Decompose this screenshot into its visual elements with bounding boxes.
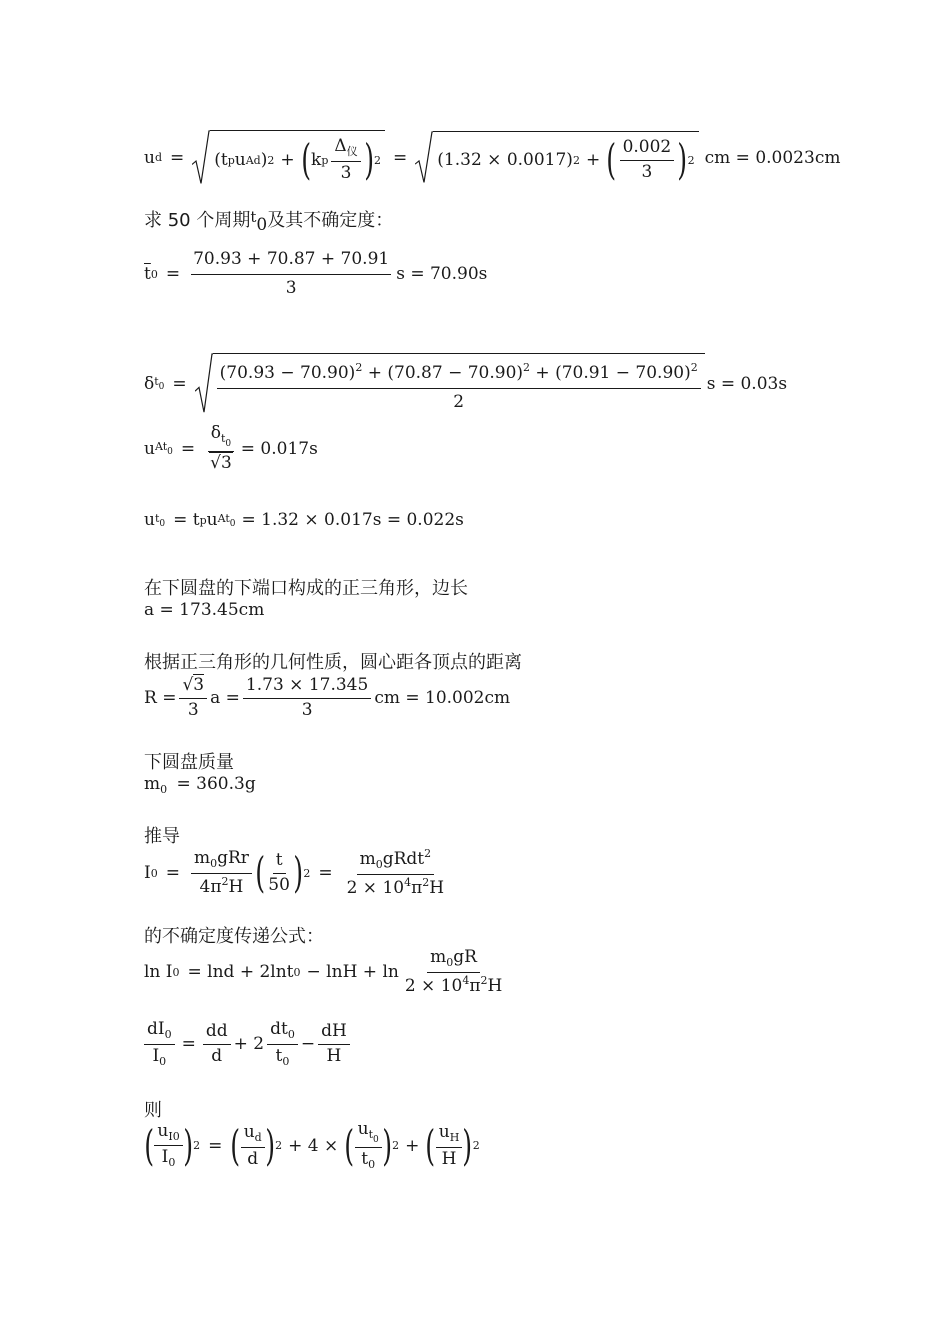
- t0-heading: 求 50 个周期$^t_0$及其不确定度：: [144, 208, 394, 235]
- ud-equation: u d = (t p u Ad ) 2 + ( k p $\frac{\Delta_仪}{3}$ ) 2 = (1.32 × 0.0017) 2 + ( $\frac{0.002}{3}$ ) 2 cm = 0.0023cm: [144, 130, 840, 185]
- mass-equation: $m_0 = 360.3g$: [144, 774, 256, 796]
- side-length: a = 173.45cm: [144, 600, 265, 620]
- ln-equation: ln I 0 = lnd + 2lnt 0 − lnH + ln $\frac{m_0gR}{2 \times 10^4\pi^2H}$: [144, 947, 503, 996]
- delta-t0-equation: δ $t_0$ = $\frac{(70.93 - 70.90)^2 + (70.87 - 70.90)^2 + (70.91 - 70.90)^2}{2}$ s = 0.03s: [144, 353, 787, 414]
- uA-t0-equation: u $At_0$ = $\frac{\delta_{t_0}}{√3}$ = 0.017s: [144, 423, 318, 474]
- geometry-paragraph: 根据正三角形的几何性质，圆心距各顶点的距离: [144, 652, 522, 673]
- then-paragraph: 则: [144, 1100, 162, 1121]
- mass-paragraph: 下圆盘质量: [144, 752, 234, 773]
- differential-equation: $\frac{dI_0}{I_0}$ = $\frac{dd}{d}$ + 2 $\frac{dt_0}{t_0}$ − $\frac{dH}{H}$: [144, 1020, 353, 1068]
- delta-instrument-fraction: $\frac{\Delta_仪}{3}$: [331, 137, 360, 183]
- I0-equation: I 0 = $\frac{m_0gRr}{4\pi^2H}$ ( $\frac{t}{50}$ ) 2 = $\frac{m_0gRdt^2}{2 \times 10^4\pi^2H}$: [144, 847, 445, 898]
- radius-equation: R = $\frac{√3}{3}$ a = $\frac{1.73 \times 17.345}{3}$ cm = 10.002cm: [144, 675, 511, 720]
- t0-mean-equation: $\overline{t}$ 0 = $\frac{70.93 + 70.87 + 70.91}{3}$ s = 70.90s: [144, 249, 488, 298]
- sqrt-ud-numeric: (1.32 × 0.0017) 2 + ( $\frac{0.002}{3}$ ) 2: [415, 131, 698, 184]
- sqrt-delta-t0: $\frac{(70.93 - 70.90)^2 + (70.87 - 70.90)^2 + (70.91 - 70.90)^2}{2}$: [195, 353, 705, 414]
- sqrt-ud-symbolic: (t p u Ad ) 2 + ( k p $\frac{\Delta_仪}{3}$ ) 2: [192, 130, 385, 185]
- derivation-paragraph: 推导: [144, 826, 180, 847]
- final-uncertainty-equation: ( $\frac{u_{I0}}{I_0}$ ) 2 = ( $\frac{u_d}{d}$ ) 2 + 4 × ( $\frac{u_{t_0}}{t_0}$ ) 2 + ( $\frac{u_H}{H}$ ) 2: [144, 1119, 480, 1172]
- propagation-paragraph: 的不确定度传递公式：: [144, 926, 324, 947]
- triangle-paragraph: 在下圆盘的下端口构成的正三角形，边长: [144, 578, 468, 599]
- u-t0-equation: u $t_0$ = t p u $At_0$ = 1.32 × 0.017s = 0.022s: [144, 510, 464, 530]
